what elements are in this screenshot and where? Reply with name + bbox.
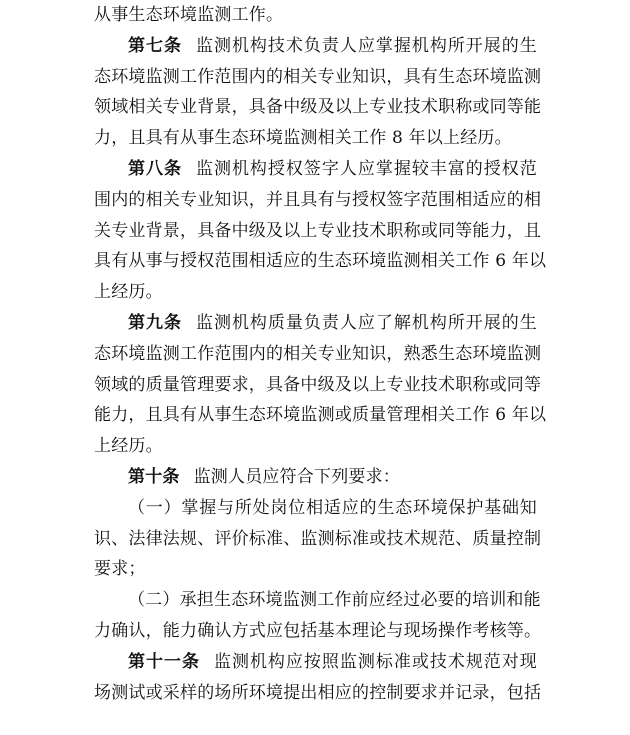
article-11-line-1: 第十一条 监测机构应按照监测标准或技术规范对现 [128,651,537,672]
item-1-line-1: （一）掌握与所处岗位相适应的生态环境保护基础知 [128,497,537,518]
text-line: 上经历。 [94,282,163,303]
article-number: 第九条 [128,312,182,333]
article-9-line-1: 第九条 监测机构质量负责人应了解机构所开展的生 [128,312,537,333]
document-page [94,0,547,708]
article-10-line-1: 第十条 监测人员应符合下列要求： [128,466,401,487]
text-line: 力确认，能力确认方式应包括基本理论与现场操作考核等。 [94,620,542,641]
text-line: 态环境监测工作范围内的相关专业知识，熟悉生态环境监测 [94,343,542,364]
article-number: 第七条 [128,35,182,56]
text-line: 领域相关专业背景，具备中级及以上专业技术职称或同等能 [94,97,542,118]
text-line: 力，且具有从事生态环境监测相关工作 8 年以上经历。 [94,128,512,149]
text-line: 关专业背景，具备中级及以上专业技术职称或同等能力，且 [94,220,542,241]
item-2-line-1: （二）承担生态环境监测工作前应经过必要的培训和能 [128,590,541,611]
article-number: 第十条 [128,466,180,487]
text-line: 上经历。 [94,436,163,457]
article-7-line-1: 第七条 监测机构技术负责人应掌握机构所开展的生 [128,35,537,56]
text-line: 场测试或采样的场所环境提出相应的控制要求并记录，包括 [94,682,542,703]
text-line: 能力，且具有从事生态环境监测或质量管理相关工作 6 年以 [94,405,547,426]
article-number: 第八条 [128,158,182,179]
text-line: 围内的相关专业知识，并且具有与授权签字范围相适应的相 [94,189,542,210]
article-8-line-1: 第八条 监测机构授权签字人应掌握较丰富的授权范 [128,158,537,179]
text-line: 识、法律法规、评价标准、监测标准或技术规范、质量控制 [94,528,542,549]
text-line: 领域的质量管理要求，具备中级及以上专业技术职称或同等 [94,374,542,395]
text-line: 要求； [94,559,146,580]
article-number: 第十一条 [128,651,200,672]
text-line: 具有从事与授权范围相适应的生态环境监测相关工作 6 年以 [94,251,547,272]
text-line: 从事生态环境监测工作。 [94,5,284,25]
text-line: 态环境监测工作范围内的相关专业知识，具有生态环境监测 [94,66,542,87]
